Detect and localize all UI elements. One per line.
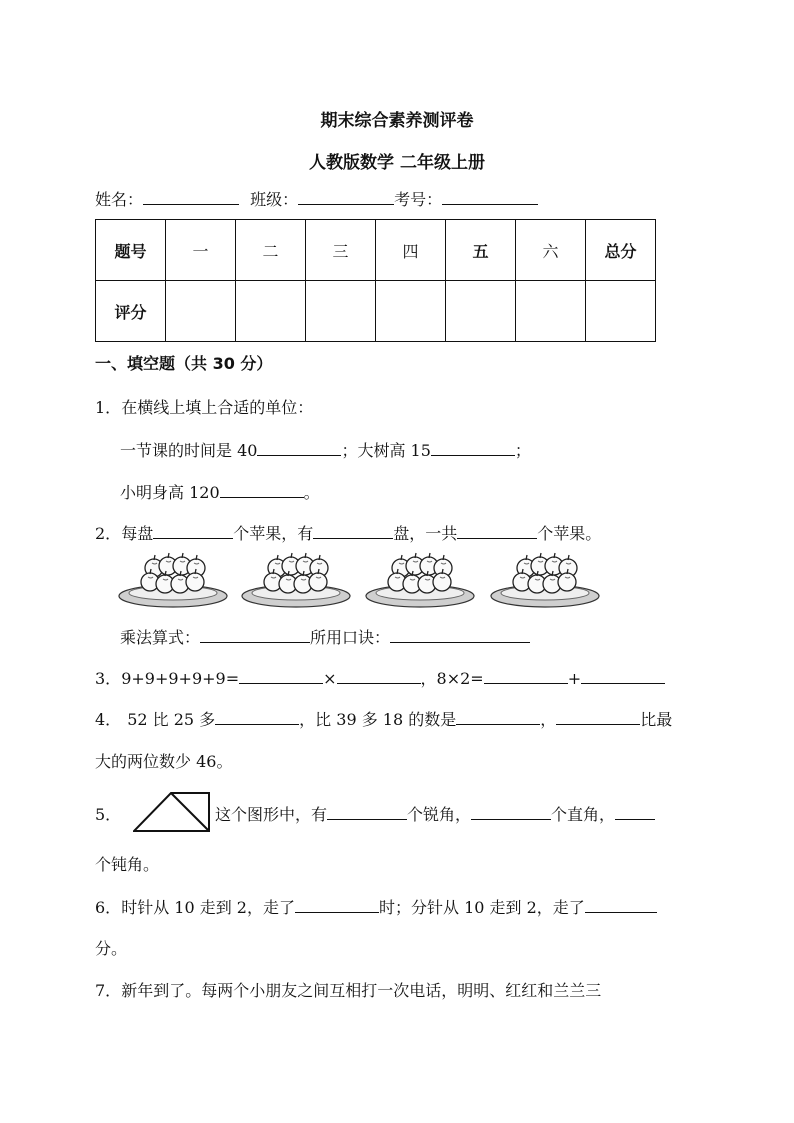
student-info-row (95, 188, 538, 212)
q2-text-b: 个苹果，有 (233, 524, 314, 543)
q1-class-time-text: 一节课的时间是 40 (120, 441, 258, 460)
q5-stem (215, 803, 655, 827)
score-col-5: 五 (446, 220, 516, 281)
name-label: 姓名： (95, 190, 144, 209)
q1-line1 (120, 439, 531, 463)
q2-formula-row (120, 626, 530, 650)
q1-blank-1[interactable] (257, 439, 341, 456)
score-table-score-row (96, 281, 656, 342)
score-col-1: 一 (166, 220, 236, 281)
score-table-header-row (96, 220, 656, 281)
q4-text-b: ，比 39 多 18 的数是 (299, 710, 457, 729)
q3-times: × (323, 669, 337, 688)
score-col-3: 三 (306, 220, 376, 281)
exam-no-blank[interactable] (442, 188, 538, 205)
plate-3 (366, 553, 474, 607)
q2-text-a: 每盘 (121, 524, 154, 543)
score-cell[interactable] (236, 281, 306, 342)
plate-1 (119, 553, 227, 607)
q1-end: 。 (303, 483, 320, 502)
section1-heading: 一、填空题（共 30 分） (95, 354, 273, 373)
q2-stem (95, 522, 601, 546)
trapezoid-with-diagonal-figure (133, 792, 211, 834)
score-cell[interactable] (166, 281, 236, 342)
q3-text-a: 9+9+9+9+9= (121, 669, 240, 688)
score-col-6: 六 (516, 220, 586, 281)
q5-blank-2[interactable] (471, 803, 551, 820)
q1-sep: ； (514, 441, 531, 460)
q5-text-c: 个直角， (551, 805, 616, 824)
q5-blank-3[interactable] (615, 803, 655, 820)
score-cell[interactable] (446, 281, 516, 342)
q5-text-a: 这个图形中，有 (215, 805, 328, 824)
q3-stem (95, 667, 665, 691)
q7-number: 7． (95, 981, 122, 1000)
q3-blank-1[interactable] (239, 667, 323, 684)
score-col-4: 四 (376, 220, 446, 281)
q1-height-text: 小明身高 120 (120, 483, 220, 502)
name-blank[interactable] (143, 188, 239, 205)
q6-number: 6． (95, 898, 122, 917)
q2-blank-2[interactable] (313, 522, 393, 539)
score-cell[interactable] (306, 281, 376, 342)
q4-stem (95, 708, 672, 732)
q2-formula-blank[interactable] (200, 626, 310, 643)
apple-plates-illustration (118, 552, 608, 612)
q1-stem (95, 396, 313, 420)
q4-text-c: ， (540, 710, 557, 729)
score-cell[interactable] (516, 281, 586, 342)
q2-blank-3[interactable] (457, 522, 537, 539)
q2-text-c: 盘，一共 (393, 524, 458, 543)
q4-blank-2[interactable] (456, 708, 540, 725)
q5-blank-1[interactable] (327, 803, 407, 820)
score-col-2: 二 (236, 220, 306, 281)
q1-tree-text: ；大树高 15 (341, 441, 431, 460)
q3-plus: + (567, 669, 582, 688)
score-col-total: 总分 (586, 220, 656, 281)
q3-blank-2[interactable] (337, 667, 421, 684)
q3-blank-3[interactable] (484, 667, 568, 684)
q1-blank-2[interactable] (431, 439, 515, 456)
q1-line2 (120, 481, 320, 505)
q1-number: 1． (95, 398, 122, 417)
q3-blank-4[interactable] (581, 667, 665, 684)
q1-text: 在横线上填上合适的单位： (121, 398, 314, 417)
plate-2 (242, 553, 350, 607)
score-cell[interactable] (586, 281, 656, 342)
class-blank[interactable] (298, 188, 394, 205)
q6-blank-1[interactable] (295, 896, 379, 913)
exam-no-label: 考号： (394, 190, 443, 209)
q3-number: 3． (95, 669, 122, 688)
q6-stem (95, 896, 657, 920)
q3-text-c: ，8×2= (420, 669, 484, 688)
q7-stem (95, 979, 601, 1003)
q2-rhyme-blank[interactable] (390, 626, 530, 643)
q5-line2: 个钝角。 (95, 855, 160, 874)
q4-line2: 大的两位数少 46。 (95, 752, 233, 771)
q1-blank-3[interactable] (220, 481, 304, 498)
q7-text: 新年到了。每两个小朋友之间互相打一次电话，明明、红红和兰兰三 (121, 981, 602, 1000)
score-row-label: 评分 (96, 281, 166, 342)
q4-text-a: 52 比 25 多 (127, 710, 216, 729)
score-table (95, 219, 656, 342)
score-cell[interactable] (376, 281, 446, 342)
q5-number: 5． (95, 805, 122, 824)
exam-title: 期末综合素养测评卷 (320, 111, 474, 131)
q6-line2: 分。 (95, 939, 128, 958)
q4-text-d: 比最 (640, 710, 673, 729)
q4-number: 4． (95, 710, 122, 729)
q6-blank-2[interactable] (585, 896, 657, 913)
q6-text-a: 时针从 10 走到 2，走了 (121, 898, 295, 917)
q2-rhyme-label: 所用口诀： (310, 628, 391, 647)
score-table-header-label: 题号 (96, 220, 166, 281)
q4-blank-1[interactable] (215, 708, 299, 725)
q6-text-b: 时；分针从 10 走到 2，走了 (379, 898, 585, 917)
q2-blank-1[interactable] (153, 522, 233, 539)
class-label: 班级： (250, 190, 299, 209)
q2-formula-label: 乘法算式： (120, 628, 201, 647)
plate-4 (491, 553, 599, 607)
q2-text-d: 个苹果。 (537, 524, 602, 543)
q4-blank-3[interactable] (556, 708, 640, 725)
q5-text-b: 个锐角， (407, 805, 472, 824)
q2-number: 2． (95, 524, 122, 543)
exam-subtitle: 人教版数学 二年级上册 (309, 153, 485, 173)
